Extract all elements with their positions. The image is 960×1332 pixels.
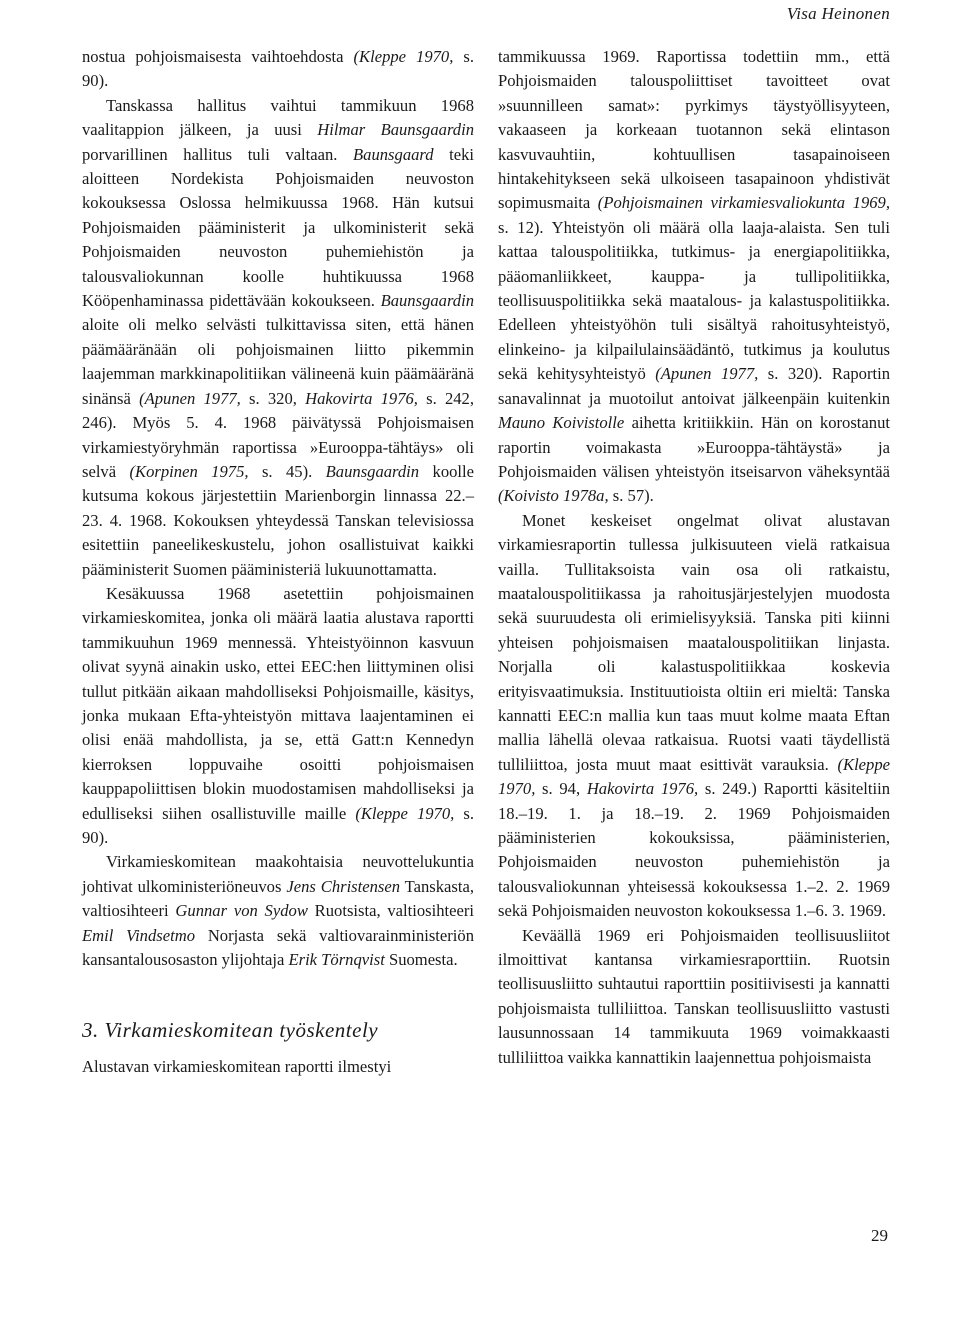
paragraph: Tanskassa hallitus vaihtui tammikuun 1968 vaalitappion jälkeen, ja uusi Hilmar Baunsgaardin porvarillinen hallitus tuli valtaan. Baunsgaard teki aloitteen Nordekista Pohjoismaiden neuvoston kokouksessa Oslossa helmikuussa 1968. Hän kutsui Pohjoismaiden pääministerit ja ulkoministerit sekä Pohjoismaiden neuvoston puhemiehistön ja talousvaliokunnan koolle huhtikuussa 1968 Kööpenhaminassa pidettävään kokoukseen. Baunsgaardin aloite oli melko selvästi tulkittavissa siten, että hänen päämääränään oli pohjoismainen liitto pikemmin laajemman markkinapolitiikan välineenä kuin päämääränä sinänsä (Apunen 1977, s. 320, Hakovirta 1976, s. 242, 246). Myös 5. 4. 1968 päivätyssä Pohjoismaisen virkamiestyöryhmän raportissa »Eurooppa-tähtäys» oli selvä (Korpinen 1975, s. 45). Baunsgaardin koolle kutsuma kokous järjestettiin Marienborgin linnassa 22.–23. 4. 1968. Kokouksen yhteydessä Tanskan televisiossa esitettiin paneelikeskustelu, johon osallistuivat kaikki pääministerit Suomen pääministeriä lukuunottamatta. [82, 95, 474, 579]
right-column [498, 45, 890, 1070]
paragraph: Alustavan virkamieskomitean raportti ilmestyi [82, 1056, 392, 1076]
paragraph: nostua pohjoismaisesta vaihtoehdosta (Kleppe 1970, s. 90). [82, 47, 474, 91]
paragraph: Virkamieskomitean maakohtaisia neuvottelukuntia johtivat ulkoministeriöneuvos Jens Christensen Tanskasta, valtiosihteeri Gunnar von Sydow Ruotsista, valtiosihteeri Emil Vindsetmo Norjasta sekä valtiovarainministeriön kansantalousosaston ylijohtaja Erik Törnqvist Suomesta. [82, 852, 475, 970]
page-number: 29 [871, 1226, 888, 1245]
paragraph: tammikuussa 1969. Raportissa todettiin mm., että Pohjoismaiden talouspoliittiset tavoitteet ovat »suunnilleen samat»: pyrkimys täystyöllisyyteen, vakaaseen ja korkeaan tuotannon sekä elintason kasvuvauhtiin, kohtuullisen tasapainoiseen hintakehitykseen sekä ulkoiseen tasapainoon yhdistivät sopimusmaita (Pohjoismainen virkamiesvaliokunta 1969, s. 12). Yhteistyön oli määrä olla laaja-alaista. Sen tuli kattaa talouspolitiikka, tutkimus- ja energiapolitiikka, pääomanliikkeet, kauppa- ja tullipolitiikka, teollisuuspolitiikka sekä maatalous- ja kalastuspolitiikka. Edelleen yhteistyöhön tuli sisältyä rahoitusyhteistyö, elinkeino- ja kilpailulainsäädäntö, tutkimus ja koulutus sekä kehitysyhteistyö (Apunen 1977, s. 320). Raportin sanavalinnat ja muotoilut antoivat jälkeenpäin kuitenkin Mauno Koivistolle aihetta kritiikkiin. Hän on korostanut raportin voimakasta »Eurooppa-tähtäystä» ja Pohjoismaiden välisen yhteistyön itseisarvon väheksyntää (Koivisto 1978a, s. 57). [498, 47, 891, 506]
paragraph: Keväällä 1969 eri Pohjoismaiden teollisuusliitot ilmoittivat kantansa virkamiesraporttiin. Ruotsin teollisuusliitto suhtautui raporttiin positiivisesti ja kannatti pohjoismaista tulliliittoa. Tanskan teollisuusliitto vastusti lausunnossaan 14 tammikuuta 1969 voimakkaasti tulliliittoa vaikka kannattikin laajennettua pohjoismaista [498, 925, 890, 1067]
left-column [82, 45, 474, 1079]
running-head-author: Visa Heinonen [786, 4, 890, 23]
section-heading: 3. Virkamieskomitean työskentely [82, 1018, 379, 1043]
paragraph: Kesäkuussa 1968 asetettiin pohjoismainen virkamieskomitea, jonka oli määrä laatia alustava raportti tammikuuhun 1969 mennessä. Yhteistyöinnon kasvuun olivat syynä ainakin usko, ettei EEC:hen liittyminen olisi tullut pitkään aikaan mahdolliseksi Pohjoismaille, käsitys, jonka mukaan Efta-yhteistyön mittava laajentaminen ei olisi enää mahdollista, ja se, että Gatt:n Kennedyn kierroksen loppuvaihe osoitti pohjoismaisen kauppapoliittisen blokin muodostamisen mahdolliseksi ja edulliseksi siihen osallistuville maille (Kleppe 1970, s. 90). [82, 583, 474, 847]
paragraph: Monet keskeiset ongelmat olivat alustavan virkamiesraportin tullessa julkisuuteen vielä ratkaisua vailla. Tullitaksoista vain osa oli ratkaistu, maatalouspolitiikassa ja rahoitusjärjestelyjen muodosta sekä suuruudesta oli erimielisyyksiä. Tanska piti kiinni yhteisen pohjoismaisen maatalouspolitiikan linjasta. Norjalla oli kalastuspolitiikkaa koskevia erityisvaatimuksia. Instituutioista oltiin eri mieltä: Tanska kannatti EEC:n mallia kun taas muut kolme maata Eftan mallia lähellä olevaa ratkaisua. Ruotsi vaati täydellistä tulliliittoa, josta muut maat esittivät varauksia. (Kleppe 1970, s. 94, Hakovirta 1976, s. 249.) Raportti käsiteltiin 18.–19. 1. ja 18.–19. 2. 1969 Pohjoismaiden pääministerien kokouksissa, pääministerien, Pohjoismaiden neuvoston puhemiehistön ja talousvaliokunnan yhteisessä kokouksessa 1.–2. 2. 1969 sekä Pohjoismaiden neuvoston kokouksessa 1.–6. 3. 1969. [498, 510, 890, 921]
